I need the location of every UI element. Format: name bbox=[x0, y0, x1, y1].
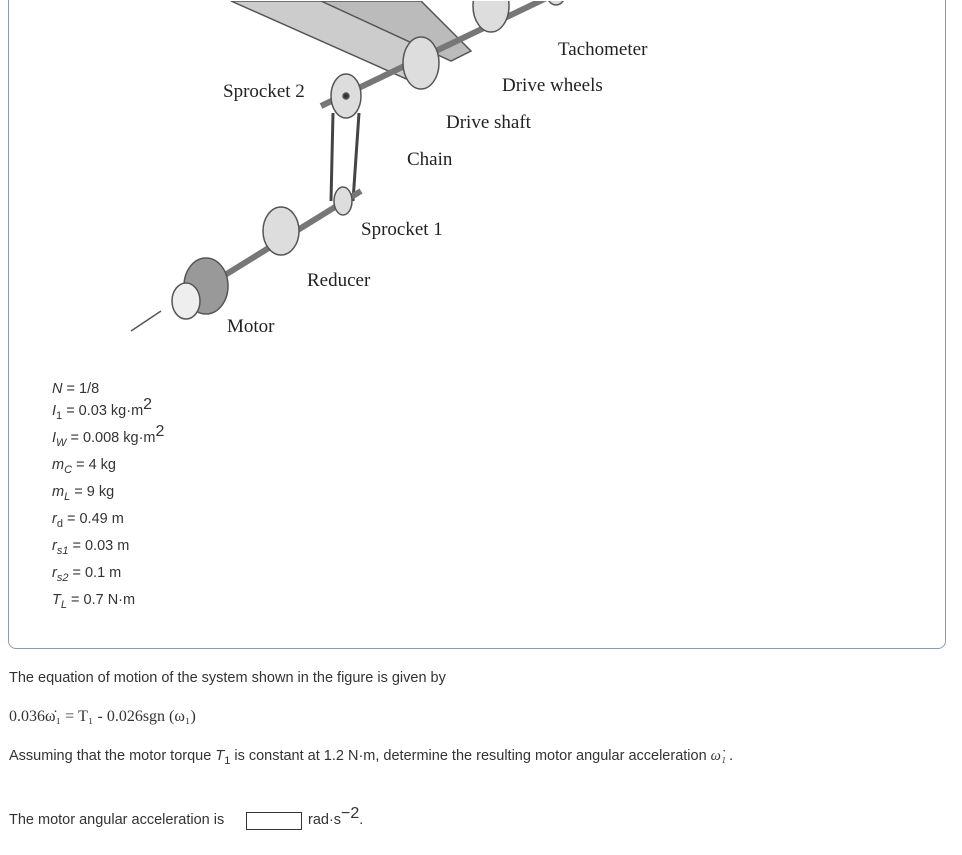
label-reducer: Reducer bbox=[307, 270, 371, 291]
equation-of-motion: 0.036ω̇₁ = T₁ - 0.026sgn (ω₁) bbox=[9, 708, 196, 725]
param-tl: $T_L = 0.7$ N·m bbox=[52, 592, 136, 611]
label-chain: Chain bbox=[407, 149, 453, 170]
param-rs1: $r_{s1} = 0.03$ m bbox=[52, 538, 130, 557]
answer-label: The motor angular acceleration is bbox=[9, 812, 225, 828]
label-tachometer: Tachometer bbox=[558, 39, 648, 60]
param-mc: $m_C = 4$ kg bbox=[52, 457, 116, 476]
param-i1: $I_1 = 0.03$ $kg\cdot m^2$ bbox=[52, 396, 153, 422]
param-iw: $I_W = 0.008$ $kg\cdot m^2$ bbox=[52, 423, 165, 449]
param-rs2: $r_{s2} = 0.1$ m bbox=[52, 565, 122, 584]
label-drive-wheels: Drive wheels bbox=[502, 75, 603, 96]
label-motor: Motor bbox=[227, 316, 275, 337]
param-n: N = 1/8 bbox=[52, 381, 100, 397]
parameter-list bbox=[52, 378, 164, 616]
answer-input[interactable] bbox=[246, 812, 302, 830]
question-intro: The equation of motion of the system shown in the figure is given by bbox=[9, 670, 446, 686]
param-ml: $m_L = 9$ kg bbox=[52, 484, 115, 503]
label-sprocket-2: Sprocket 2 bbox=[223, 81, 305, 102]
label-sprocket-1: Sprocket 1 bbox=[361, 219, 443, 240]
answer-unit: $rad\cdot s^{-2}$. bbox=[308, 805, 364, 828]
label-drive-shaft: Drive shaft bbox=[446, 112, 531, 133]
param-rd: $r_d = 0.49$ m bbox=[52, 511, 124, 530]
question-prompt: Assuming that the motor torque $T_1$ is constant at 1.2 N·m, determine the resulting motor angular acceleration ω̇₁ . bbox=[9, 748, 734, 767]
